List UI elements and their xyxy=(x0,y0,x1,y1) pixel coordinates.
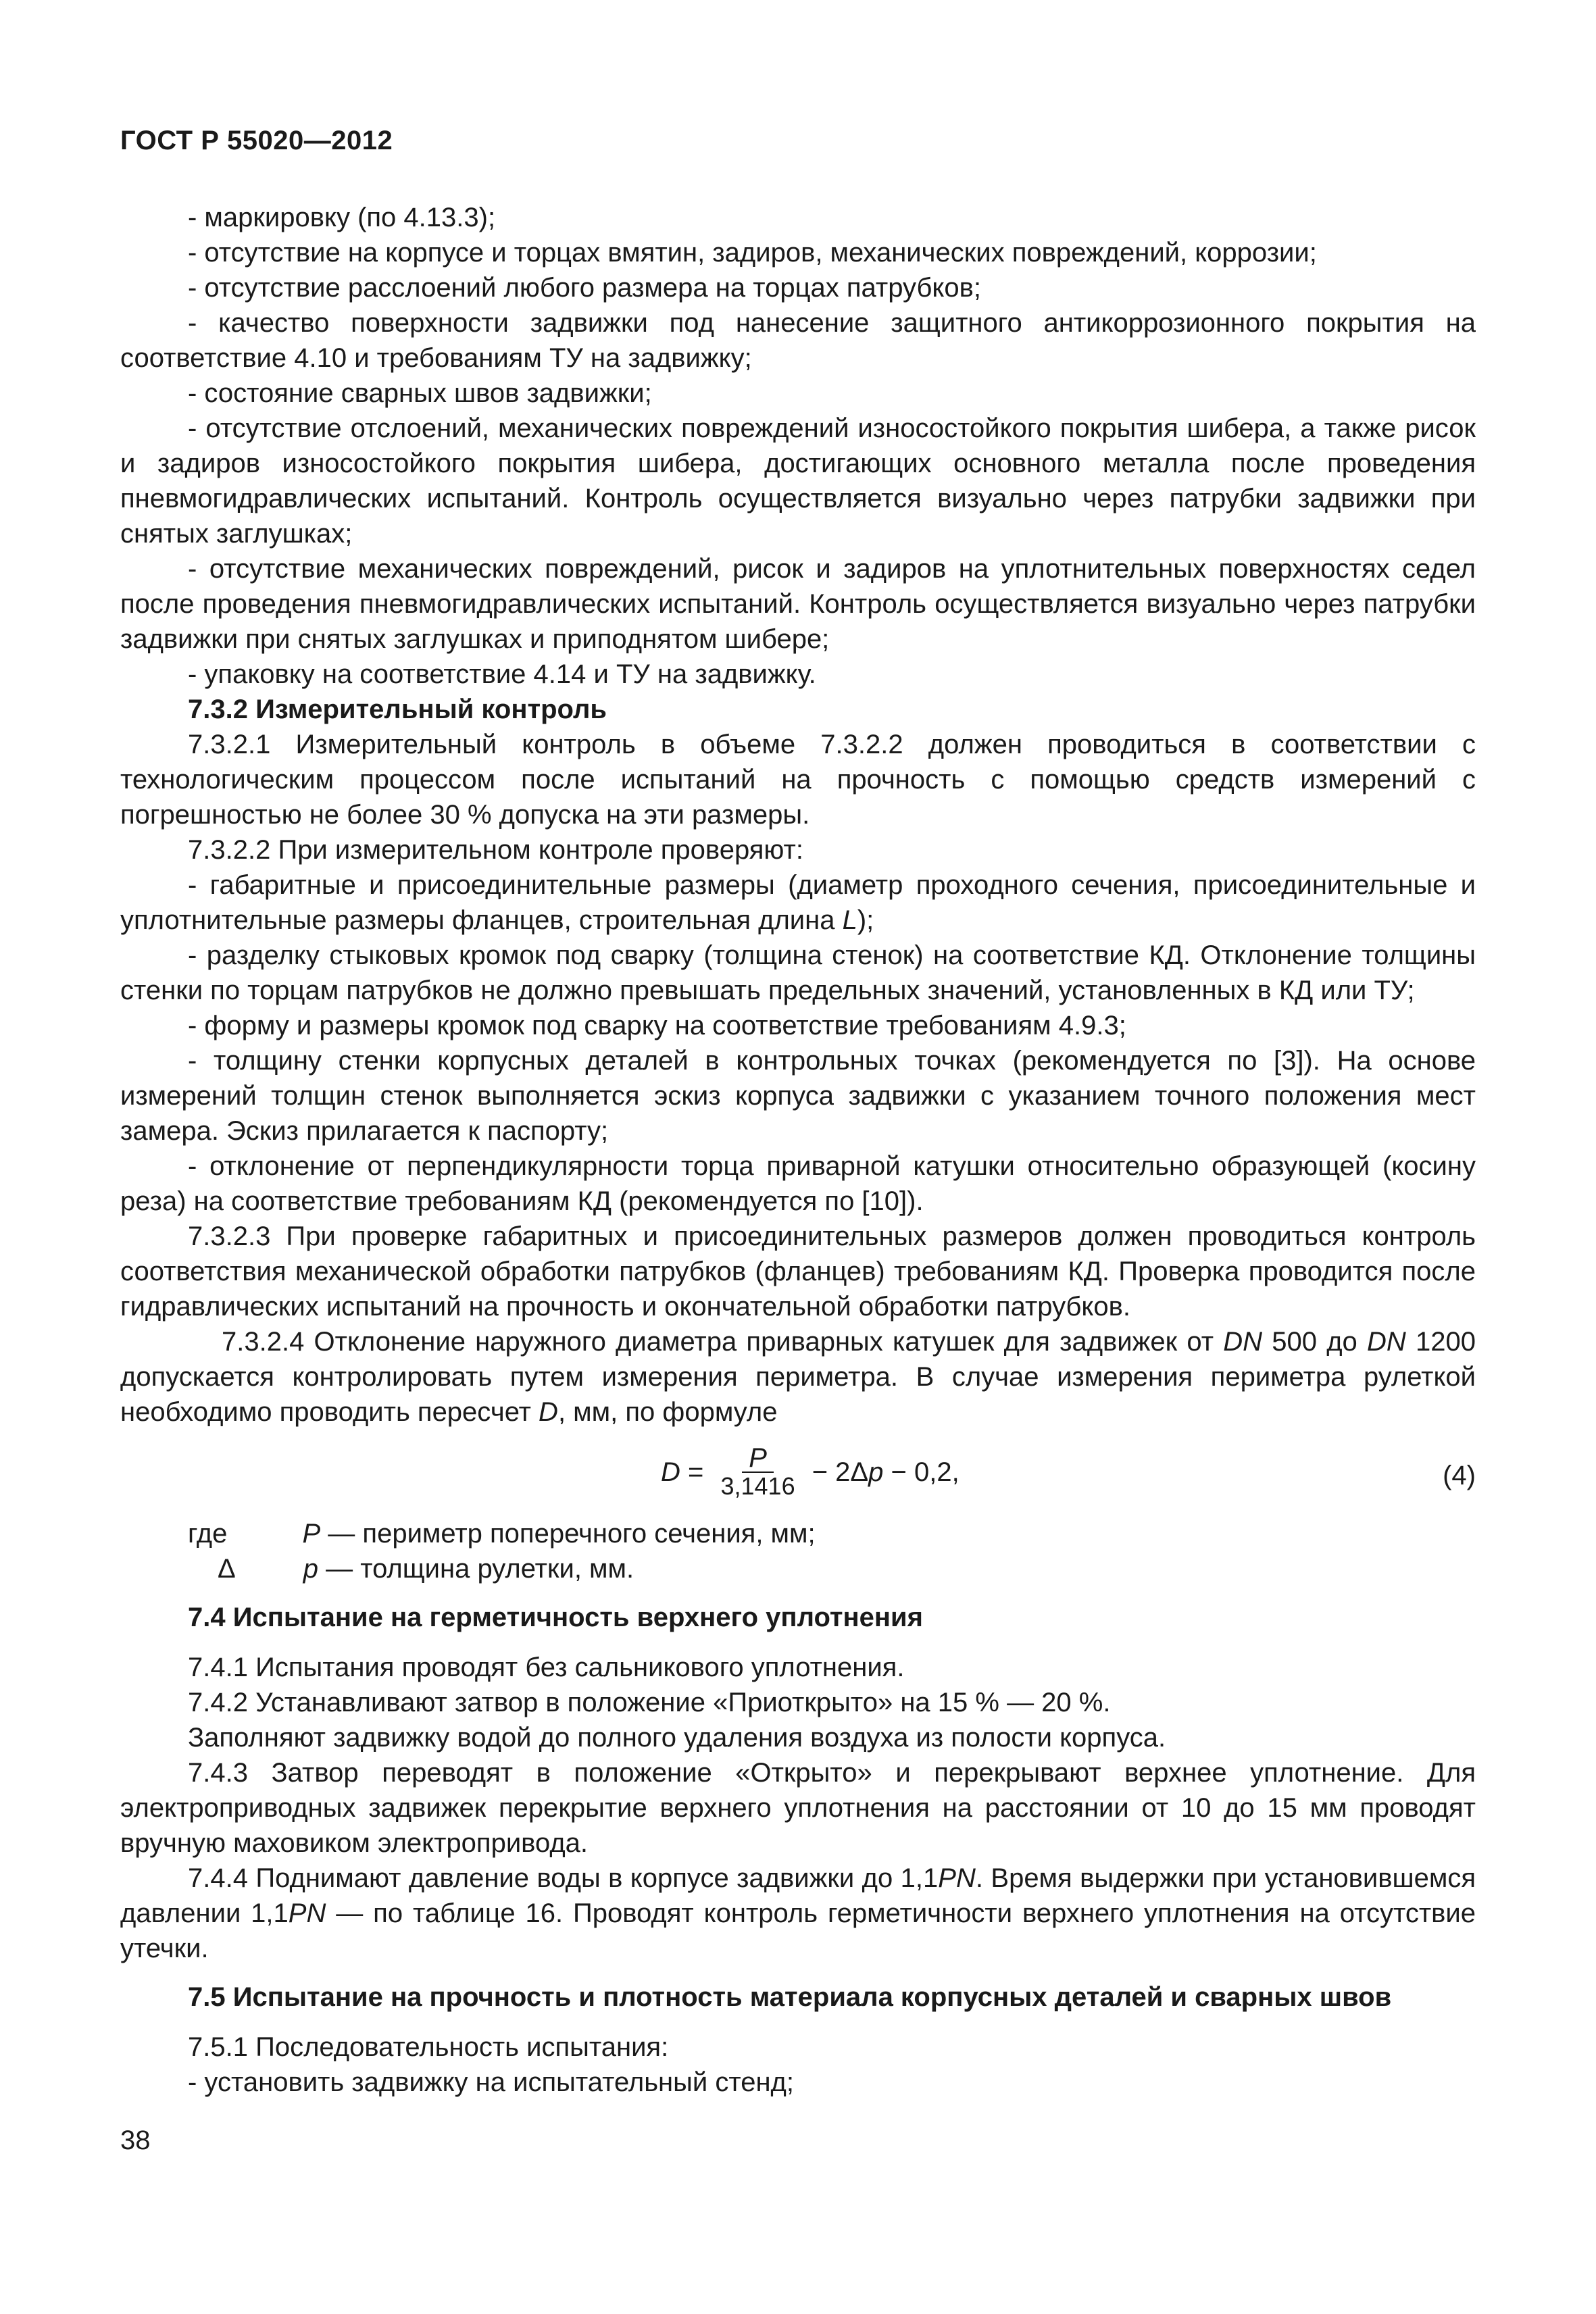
formula-lhs: D xyxy=(661,1457,680,1487)
document-code-header: ГОСТ Р 55020—2012 xyxy=(120,126,393,155)
list-item: - отсутствие отслоений, механических повреждений износостойкого покрытия шибера, а также рисок и задиров износостойкого покрытия шибера, достигающих основного металла после проведения пневмогидравлических испытаний. Контроль осуществляется визуально через патрубки задвижки при снятых заглушках; xyxy=(120,413,1476,549)
list-item: - форму и размеры кромок под сварку на соответствие требованиям 4.9.3; xyxy=(188,1011,1126,1040)
formula-legend-line: где P — периметр поперечного сечения, мм; xyxy=(188,1519,816,1549)
list-item: - габаритные и присоединительные размеры (диаметр проходного сечения, присоединительные и уплотнительные размеры фланцев, строительная длина L); xyxy=(120,870,1476,935)
subsection-heading-7-3-2: 7.3.2 Измерительный контроль xyxy=(188,695,607,724)
formula-expression xyxy=(661,1444,959,1500)
formula-term: − 2Δ xyxy=(804,1457,869,1487)
list-item: - отсутствие механических повреждений, рисок и задиров на уплотнительных поверхностях седел после проведения пневмогидравлических испытаний. Контроль осуществляется визуально через патрубки задвижки при снятых заглушках и приподнятом шибере; xyxy=(120,554,1476,654)
formula-fraction xyxy=(720,1444,795,1500)
list-item: - разделку стыковых кромок под сварку (толщина стенок) на соответствие КД. Отклонение толщины стенки по торцам патрубков не должно превышать предельных значений, установленных в КД или ТУ; xyxy=(120,940,1476,1005)
section-heading-7-4: 7.4 Испытание на герметичность верхнего уплотнения xyxy=(188,1603,923,1632)
paragraph: 7.3.2.4 Отклонение наружного диаметра приварных катушек для задвижек от DN 500 до DN 1200 допускается контролировать путем измерения периметра. В случае измерения периметра рулеткой необходимо проводить пересчет D, мм, по формуле xyxy=(120,1327,1476,1427)
formula-term-var: p xyxy=(868,1457,884,1487)
paragraph: 7.4.4 Поднимают давление воды в корпусе задвижки до 1,1PN. Время выдержки при установившемся давлении 1,1PN — по таблице 16. Проводят контроль герметичности верхнего уплотнения на отсутствие утечки. xyxy=(120,1863,1476,1963)
list-item: - установить задвижку на испытательный стенд; xyxy=(188,2067,795,2097)
formula-equals: = xyxy=(680,1457,712,1487)
formula-4 xyxy=(120,1430,1476,1516)
paragraph: 7.3.2.3 При проверке габаритных и присоединительных размеров должен проводиться контроль соответствия механической обработки патрубков (фланцев) требованиям КД. Проверка проводится после гидравлических испытаний на прочность и окончательной обработки патрубков. xyxy=(120,1222,1476,1322)
paragraph: 7.4.2 Устанавливают затвор в положение «Приоткрыто» на 15 % — 20 %. xyxy=(188,1688,1111,1717)
list-item: - толщину стенки корпусных деталей в контрольных точках (рекомендуется по [3]). На основе измерений толщин стенок выполняется эскиз корпуса задвижки с указанием точного положения мест замера. Эскиз прилагается к паспорту; xyxy=(120,1046,1476,1146)
list-item: - упаковку на соответствие 4.14 и ТУ на задвижку. xyxy=(188,659,816,689)
paragraph: Заполняют задвижку водой до полного удаления воздуха из полости корпуса. xyxy=(188,1723,1166,1753)
page-body xyxy=(120,200,1476,2100)
list-item: - качество поверхности задвижки под нанесение защитного антикоррозионного покрытия на соответствие 4.10 и требованиям ТУ на задвижку; xyxy=(120,308,1476,373)
paragraph: 7.3.2.2 При измерительном контроле проверяют: xyxy=(188,835,803,865)
formula-tail: − 0,2, xyxy=(883,1457,959,1487)
paragraph: 7.4.1 Испытания проводят без сальникового уплотнения. xyxy=(188,1653,905,1682)
list-item: - отсутствие расслоений любого размера на торцах патрубков; xyxy=(188,273,981,303)
formula-denominator: 3,1416 xyxy=(720,1472,795,1500)
list-item: - состояние сварных швов задвижки; xyxy=(188,378,652,408)
paragraph: 7.3.2.1 Измерительный контроль в объеме 7.3.2.2 должен проводиться в соответствии с технологическим процессом после испытаний на прочность с помощью средств измерений с погрешностью не более 30 % допуска на эти размеры. xyxy=(120,730,1476,830)
list-item: - отклонение от перпендикулярности торца приварной катушки относительно образующей (косину реза) на соответствие требованиям КД (рекомендуется по [10]). xyxy=(120,1151,1476,1216)
list-item: - отсутствие на корпусе и торцах вмятин, задиров, механических повреждений, коррозии; xyxy=(188,238,1317,268)
formula-numerator: P xyxy=(742,1444,774,1473)
formula-number: (4) xyxy=(1443,1461,1476,1490)
section-heading-7-5: 7.5 Испытание на прочность и плотность материала корпусных деталей и сварных швов xyxy=(188,1982,1392,2012)
formula-legend-line: Δ p — толщина рулетки, мм. xyxy=(218,1554,634,1584)
page-number: 38 xyxy=(120,2126,151,2155)
paragraph: 7.5.1 Последовательность испытания: xyxy=(188,2032,669,2062)
list-item: - маркировку (по 4.13.3); xyxy=(188,203,496,232)
paragraph: 7.4.3 Затвор переводят в положение «Открыто» и перекрывают верхнее уплотнение. Для электроприводных задвижек перекрытие верхнего уплотнения на расстоянии от 10 до 15 мм проводят вручную маховиком электропривода. xyxy=(120,1758,1476,1858)
